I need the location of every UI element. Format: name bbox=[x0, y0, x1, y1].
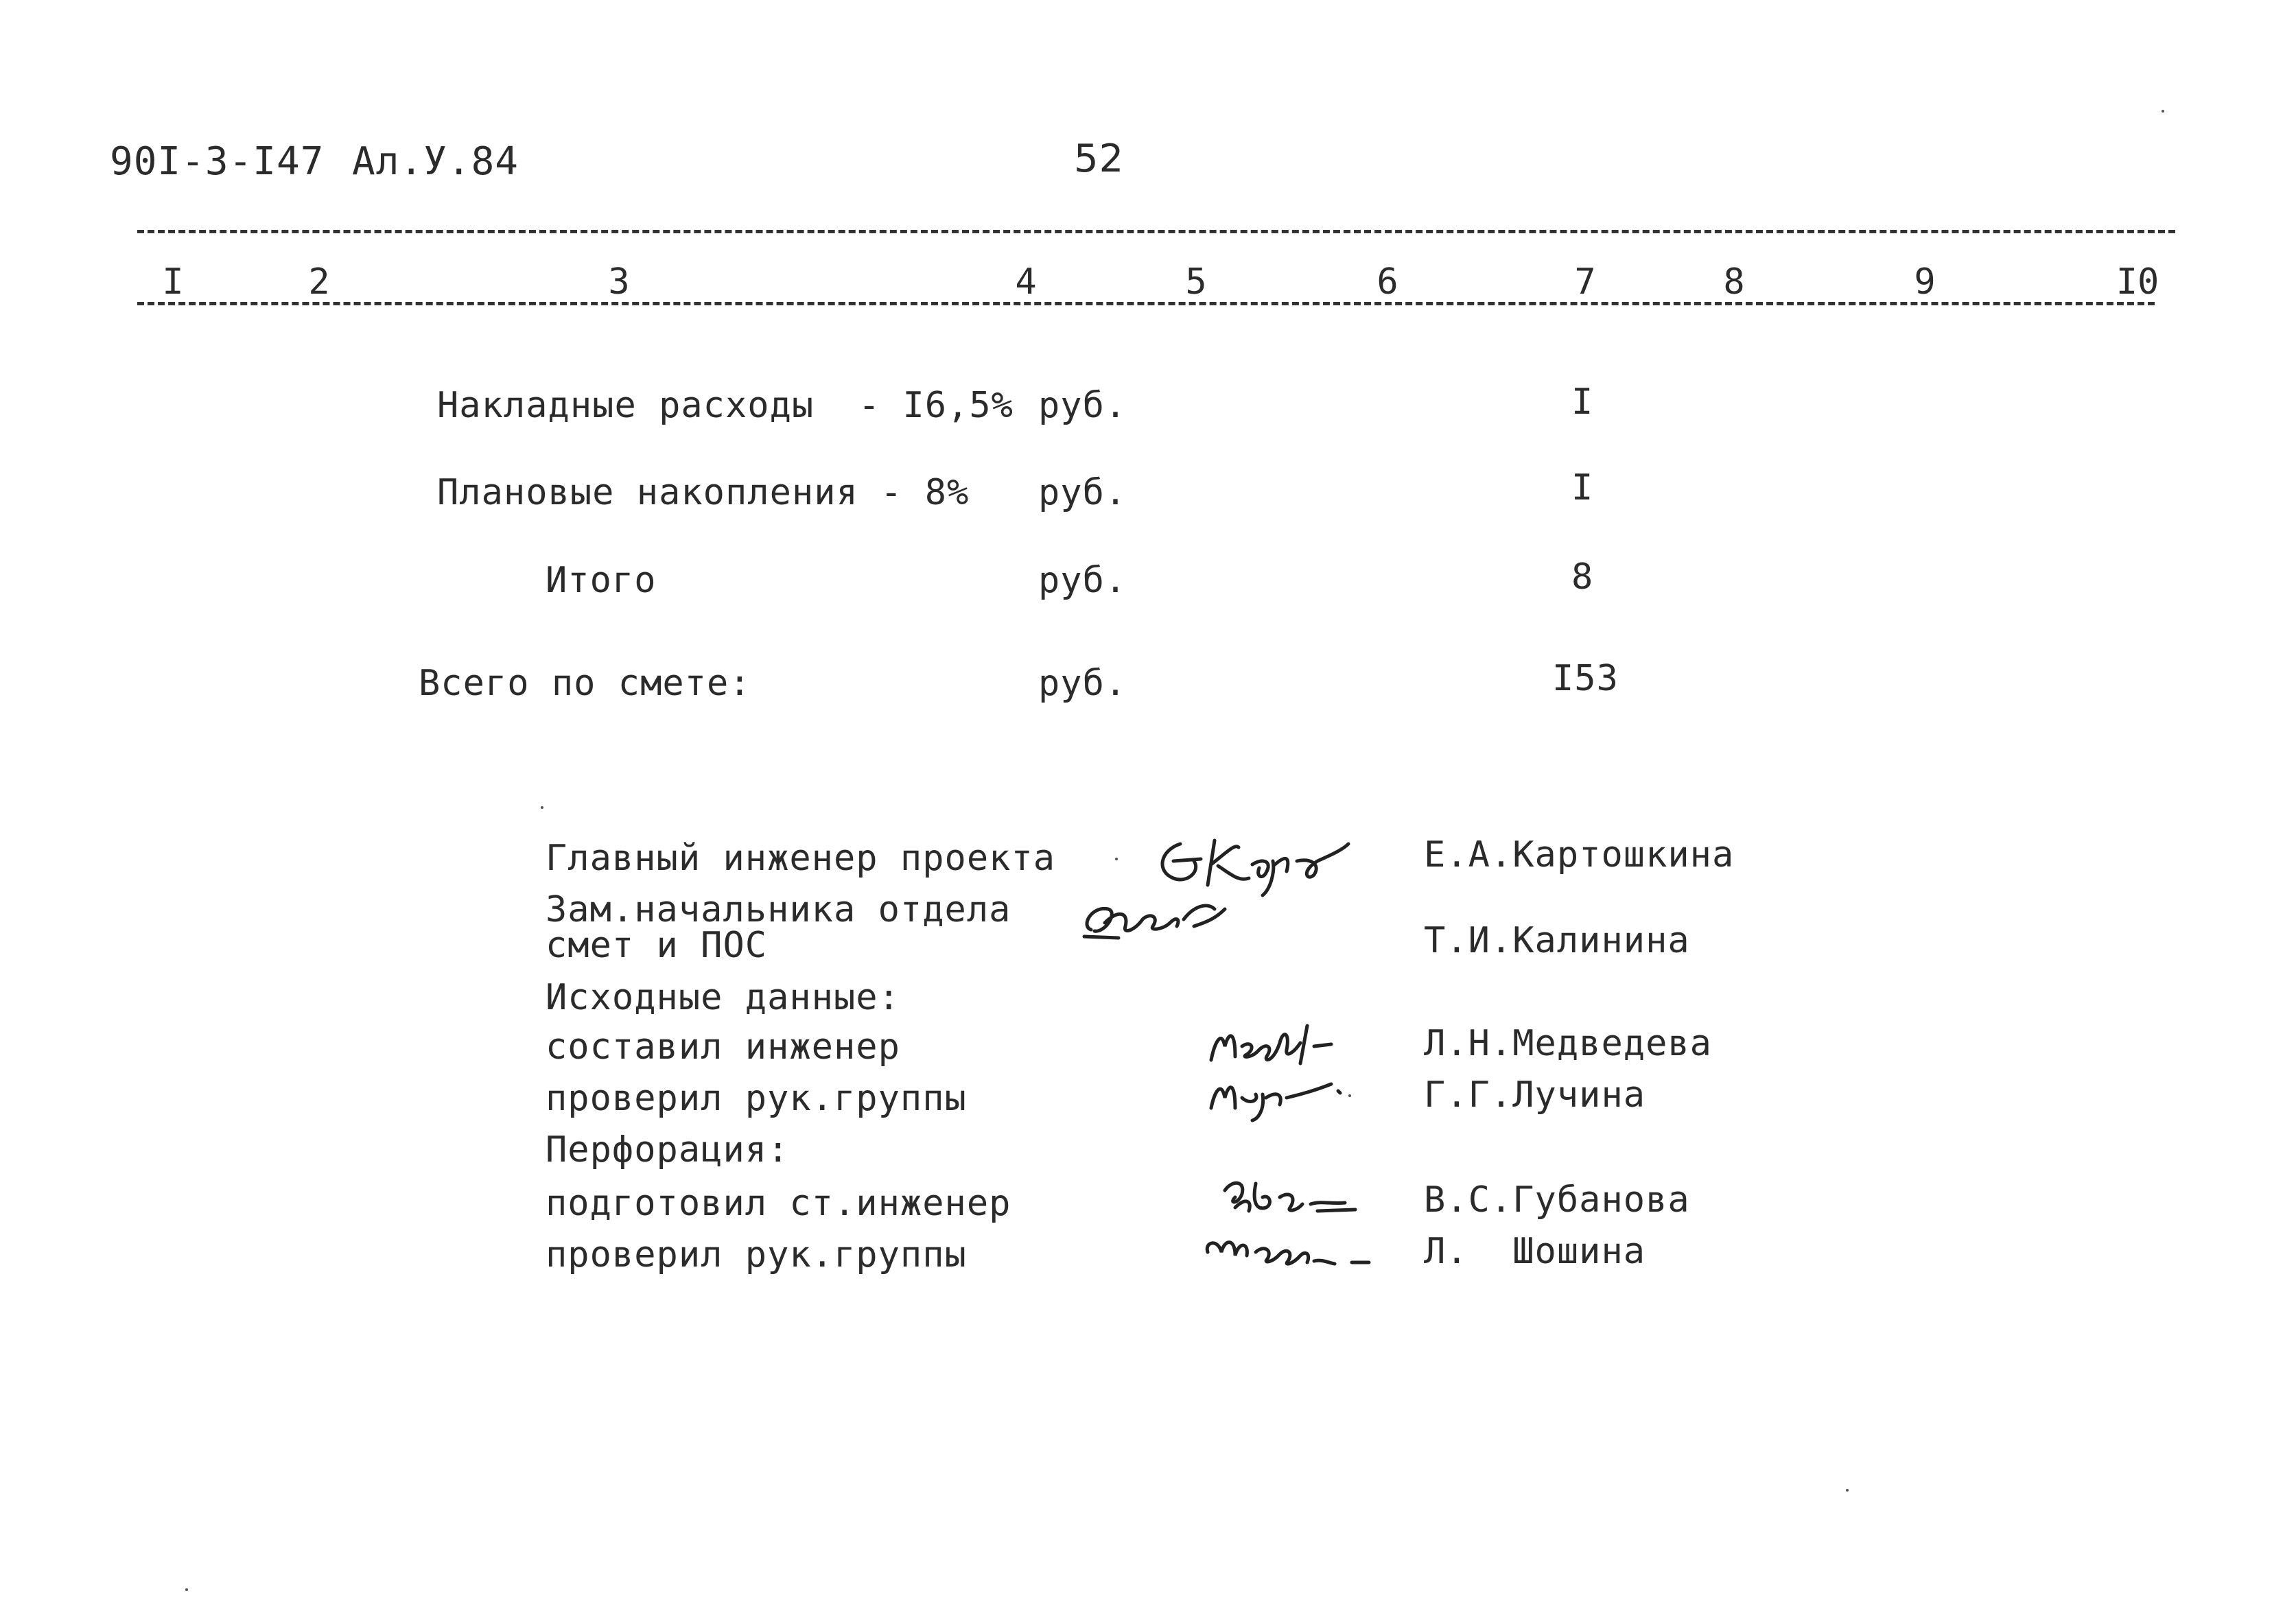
column-number: 5 bbox=[1185, 261, 1207, 303]
scan-speck bbox=[2162, 110, 2164, 113]
scan-speck bbox=[185, 1588, 188, 1591]
column-number: 3 bbox=[608, 261, 630, 303]
scan-speck bbox=[1846, 1489, 1849, 1492]
header-top-dashed-line bbox=[137, 230, 2175, 233]
header-bottom-dashed-line bbox=[137, 302, 2155, 305]
row-value: I bbox=[1571, 467, 1594, 508]
signer-role: Зам.начальника отдела bbox=[546, 889, 1011, 930]
row-value: I bbox=[1571, 381, 1594, 423]
column-number: 9 bbox=[1914, 261, 1936, 303]
scan-speck bbox=[1348, 1094, 1351, 1097]
doc-code: 90I-3-I47 bbox=[110, 139, 325, 184]
page-number: 52 bbox=[1074, 137, 1125, 181]
row-label: Всего по смете: bbox=[419, 663, 751, 704]
column-number: 8 bbox=[1723, 261, 1745, 303]
signature-chief-engineer bbox=[1153, 823, 1359, 899]
signature-checked-2 bbox=[1197, 1221, 1376, 1276]
signer-name: В.С.Губанова bbox=[1424, 1179, 1690, 1221]
row-unit: руб. bbox=[1038, 472, 1127, 513]
row-unit: руб. bbox=[1038, 663, 1127, 704]
signer-role: подготовил ст.инженер bbox=[546, 1183, 1011, 1224]
row-unit: руб. bbox=[1038, 385, 1127, 426]
album-number: Ал.У.84 bbox=[352, 139, 519, 184]
scan-speck bbox=[1115, 858, 1118, 860]
signer-role: составил инженер bbox=[546, 1026, 900, 1068]
signer-name: Л. Шошина bbox=[1424, 1231, 1646, 1272]
row-label: Накладные расходы - I6,5% bbox=[437, 385, 1014, 426]
signer-name: Л.Н.Медведева bbox=[1424, 1023, 1712, 1064]
signer-name: Г.Г.Лучина bbox=[1424, 1074, 1646, 1116]
signer-role-continued: смет и ПОС bbox=[546, 925, 768, 966]
row-value: 8 bbox=[1571, 556, 1594, 598]
signature-deputy-head bbox=[1077, 889, 1235, 950]
column-number: 4 bbox=[1015, 261, 1037, 303]
row-label: Итого bbox=[546, 560, 657, 601]
row-value: I53 bbox=[1552, 658, 1619, 699]
signer-name: Е.А.Картошкина bbox=[1424, 834, 1735, 875]
signature-prepared bbox=[1215, 1170, 1366, 1225]
column-number: I0 bbox=[2116, 261, 2159, 303]
column-number: 6 bbox=[1377, 261, 1398, 303]
column-number: I bbox=[162, 261, 184, 303]
column-number: 7 bbox=[1574, 261, 1596, 303]
section-heading: Перфорация: bbox=[546, 1129, 790, 1170]
row-label: Плановые накопления - 8% bbox=[437, 472, 970, 513]
section-heading: Исходные данные: bbox=[546, 977, 900, 1018]
signature-checked-1 bbox=[1204, 1067, 1342, 1122]
signer-role: проверил рук.группы bbox=[546, 1078, 967, 1119]
signer-role: Главный инженер проекта bbox=[546, 838, 1056, 879]
row-unit: руб. bbox=[1038, 560, 1127, 601]
scan-speck bbox=[541, 806, 543, 809]
signer-role: проверил рук.группы bbox=[546, 1234, 967, 1275]
signature-compiled bbox=[1204, 1015, 1342, 1070]
column-number: 2 bbox=[308, 261, 330, 303]
signer-name: Т.И.Калинина bbox=[1424, 920, 1690, 961]
